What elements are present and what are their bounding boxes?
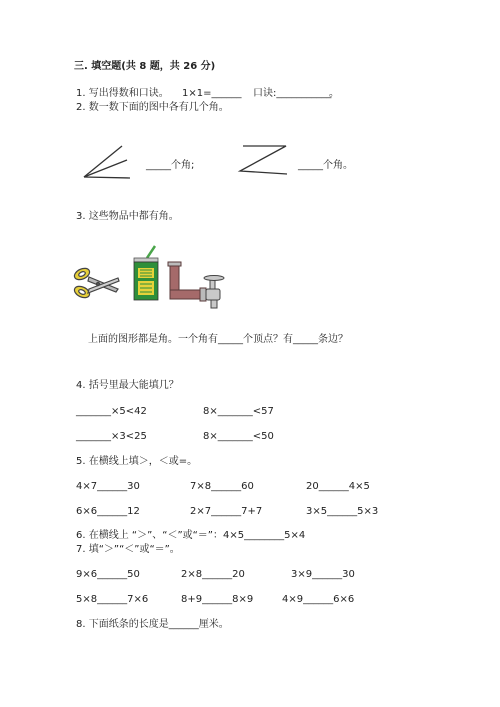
q1-end: 。	[329, 88, 339, 99]
q4-row2-item1: _______×3<25	[76, 431, 147, 442]
q7-prompt: 7. 填“＞”“＜”或“＝”。	[76, 544, 180, 555]
q2-blank-b: _____个角。	[298, 160, 353, 171]
q7-row1-item2: 2×8______20	[181, 569, 245, 580]
q3-caption: 上面的图形都是角。一个角有_____个顶点？有_____条边？	[88, 334, 348, 345]
q2-blank-a: _____个角;	[146, 160, 195, 171]
q4-row1-item2: 8×_______<57	[203, 406, 274, 417]
q5-row1-item2: 7×8______60	[190, 481, 254, 492]
q3-prompt: 3. 这些物品中都有角。	[76, 211, 179, 222]
q7-row2-item3: 4×9______6×6	[282, 594, 355, 605]
q4-prompt: 4. 括号里最大能填几？	[76, 380, 179, 391]
q4-row1-item1: _______×5<42	[76, 406, 147, 417]
q5-row2-item1: 6×6______12	[76, 506, 140, 517]
q5-row2-item3: 3×5______5×3	[306, 506, 379, 517]
q7-row1-item3: 3×9______30	[291, 569, 355, 580]
q4-row2-item2: 8×_______<50	[203, 431, 274, 442]
q5-row1-item3: 20______4×5	[306, 481, 370, 492]
section-title: 三. 填空题(共 8 题，共 26 分)	[74, 61, 216, 72]
q5-prompt: 5. 在横线上填＞，＜或=。	[76, 456, 198, 467]
q5-row2-item2: 2×7______7+7	[190, 506, 263, 517]
pipe-faucet-image	[166, 262, 232, 312]
q2-angle-figures	[0, 0, 500, 200]
q6-prompt: 6. 在横线上 “＞”、“＜”或“＝”：4×5________5×4	[76, 530, 306, 541]
q5-row1-item1: 4×7______30	[76, 481, 140, 492]
q7-row2-item2: 8+9______8×9	[181, 594, 254, 605]
q2-prompt: 2. 数一数下面的图中各有几个角。	[76, 102, 229, 113]
drink-can-image	[130, 246, 166, 302]
q8-prompt: 8. 下面纸条的长度是______厘米。	[76, 619, 229, 630]
q7-row2-item1: 5×8______7×6	[76, 594, 149, 605]
q7-row1-item1: 9×6______50	[76, 569, 140, 580]
q1-expression: 1×1=______	[182, 88, 242, 99]
scissors-image	[72, 262, 122, 306]
angle-figure-b	[240, 146, 287, 174]
q1-prompt: 1. 写出得数和口诀。	[76, 88, 169, 99]
q1-rhyme-label: 口诀:___________	[253, 88, 332, 99]
angle-figure-a	[84, 146, 130, 178]
